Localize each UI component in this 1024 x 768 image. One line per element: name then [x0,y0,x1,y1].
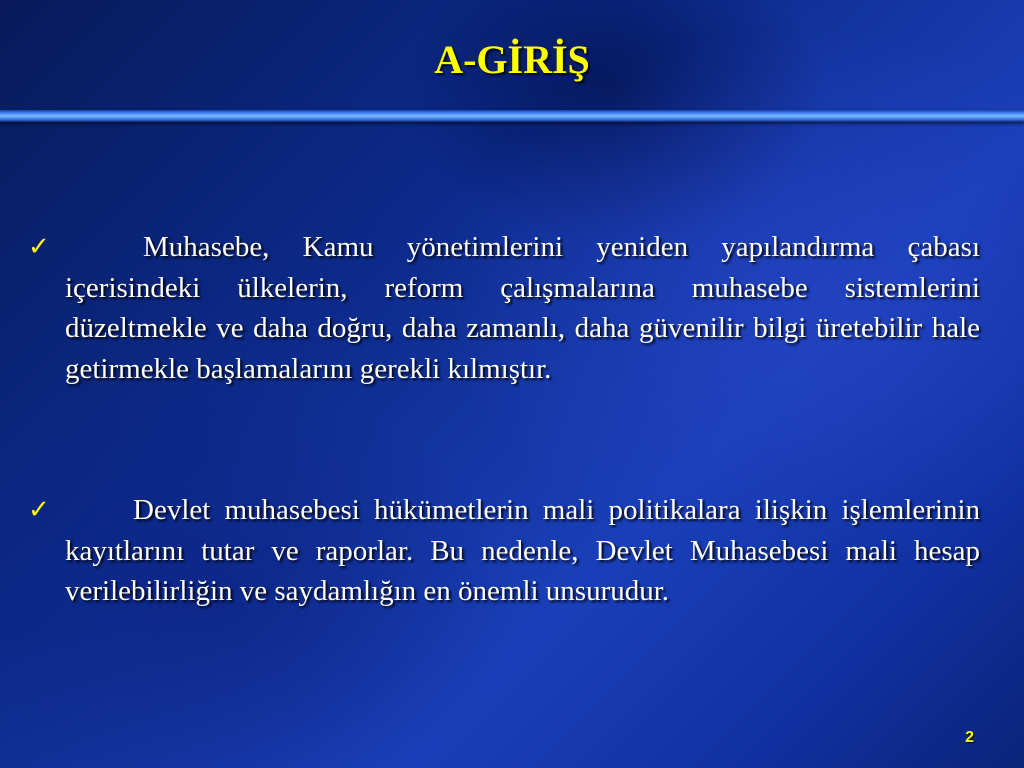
page-number: 2 [965,729,974,746]
bullet-text: Muhasebe, Kamu yönetimlerini yeniden yapılandırma çabası içerisindeki ülkelerin, reform çalışmalarına muhasebe sistemlerini düzeltmekle ve daha doğru, daha zamanlı, daha güvenilir bilgi üretebilir hale getirmekle başlamalarını gerekli kılmıştır. [65,231,980,385]
bullet-text: Devlet muhasebesi hükümetlerin mali politikalara ilişkin işlemlerinin kayıtlarını tutar ve raporlar. Bu nedenle, Devlet Muhasebesi mali hesap verilebilirliğin ve saydamlığın en önemli unsurudur. [65,494,980,607]
bullet-item [28,490,980,612]
check-mark-icon: ✓ [28,232,50,262]
check-mark-icon: ✓ [28,495,50,525]
bullet-item [28,227,980,389]
bullet-paragraph [65,490,980,612]
slide-title: A-GİRİŞ [434,37,590,82]
bullet-paragraph [65,227,980,389]
title-divider [0,110,1024,122]
